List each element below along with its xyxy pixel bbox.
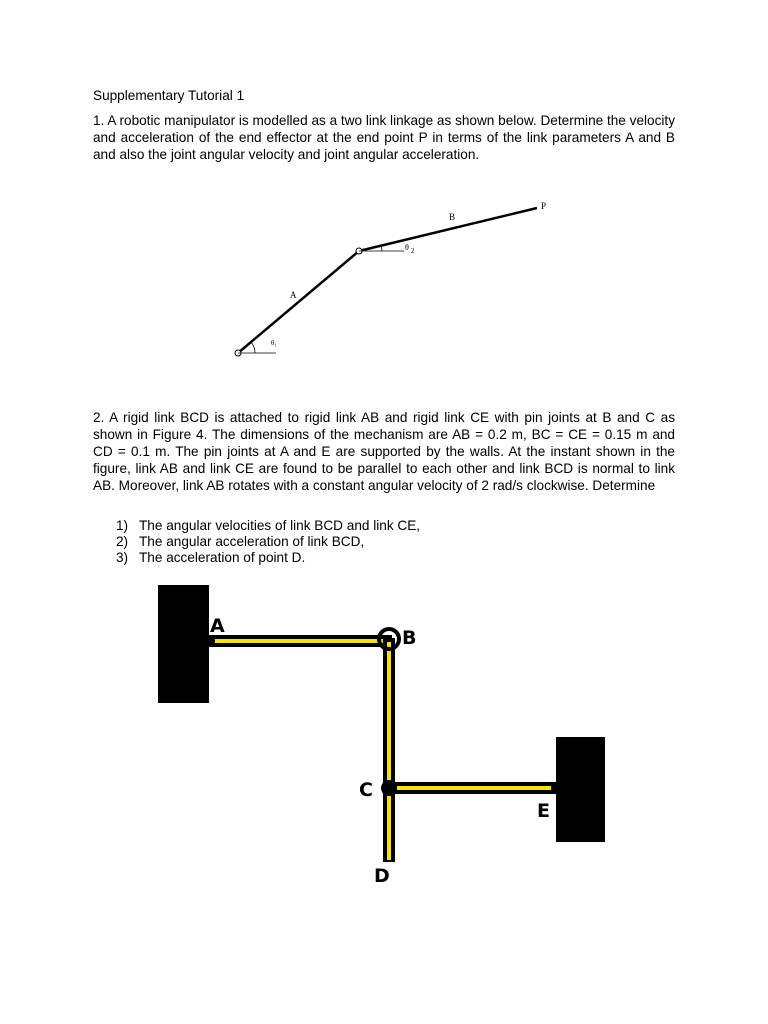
wall-right xyxy=(556,737,605,842)
pin-joint-e xyxy=(551,782,563,794)
link-ce-fill xyxy=(390,786,558,790)
link-ab-fill xyxy=(208,639,390,643)
list-item: 2) The angular acceleration of link BCD, xyxy=(116,534,365,549)
label-a: A xyxy=(210,615,225,637)
list-item: 1) The angular velocities of link BCD and link CE, xyxy=(116,518,421,533)
pin-joint-c xyxy=(381,780,397,796)
label-link-b: B xyxy=(449,212,456,222)
label-point-p: P xyxy=(541,201,547,211)
label-theta-2: θ 2 xyxy=(405,243,415,255)
page-title: Supplementary Tutorial 1 xyxy=(93,88,245,103)
label-e: E xyxy=(537,800,550,822)
wall-left xyxy=(158,585,209,703)
label-d: D xyxy=(374,865,390,887)
label-theta-1: θ₁ xyxy=(271,339,277,347)
list-item: 3) The acceleration of point D. xyxy=(116,550,306,565)
label-b: B xyxy=(402,627,417,649)
link-bcd-fill xyxy=(387,642,391,860)
label-c: C xyxy=(359,779,373,801)
label-link-a: A xyxy=(290,290,297,300)
question-2-text: 2. A rigid link BCD is attached to rigid link AB and rigid link CE with pin joints at B and C as shown in Figure 4. The dimensions of the mechanism are AB = 0.2 m, BC = CE = 0.15 m and CD = 0.1 m. The pin joints at A and E are supported by the walls. At the instant shown in the figure, link AB and link CE are found to be parallel to each other and link BCD is normal to link AB. Moreover, link AB rotates with a constant angular velocity of 2 rad/s clockwise. Determine xyxy=(93,410,675,493)
question-1-text: 1. A robotic manipulator is modelled as a two link linkage as shown below. Determine the velocity and acceleration of the end effector at the end point P in terms of the link parameters A and B and also the joint angular velocity and joint angular acceleration. xyxy=(93,113,675,162)
